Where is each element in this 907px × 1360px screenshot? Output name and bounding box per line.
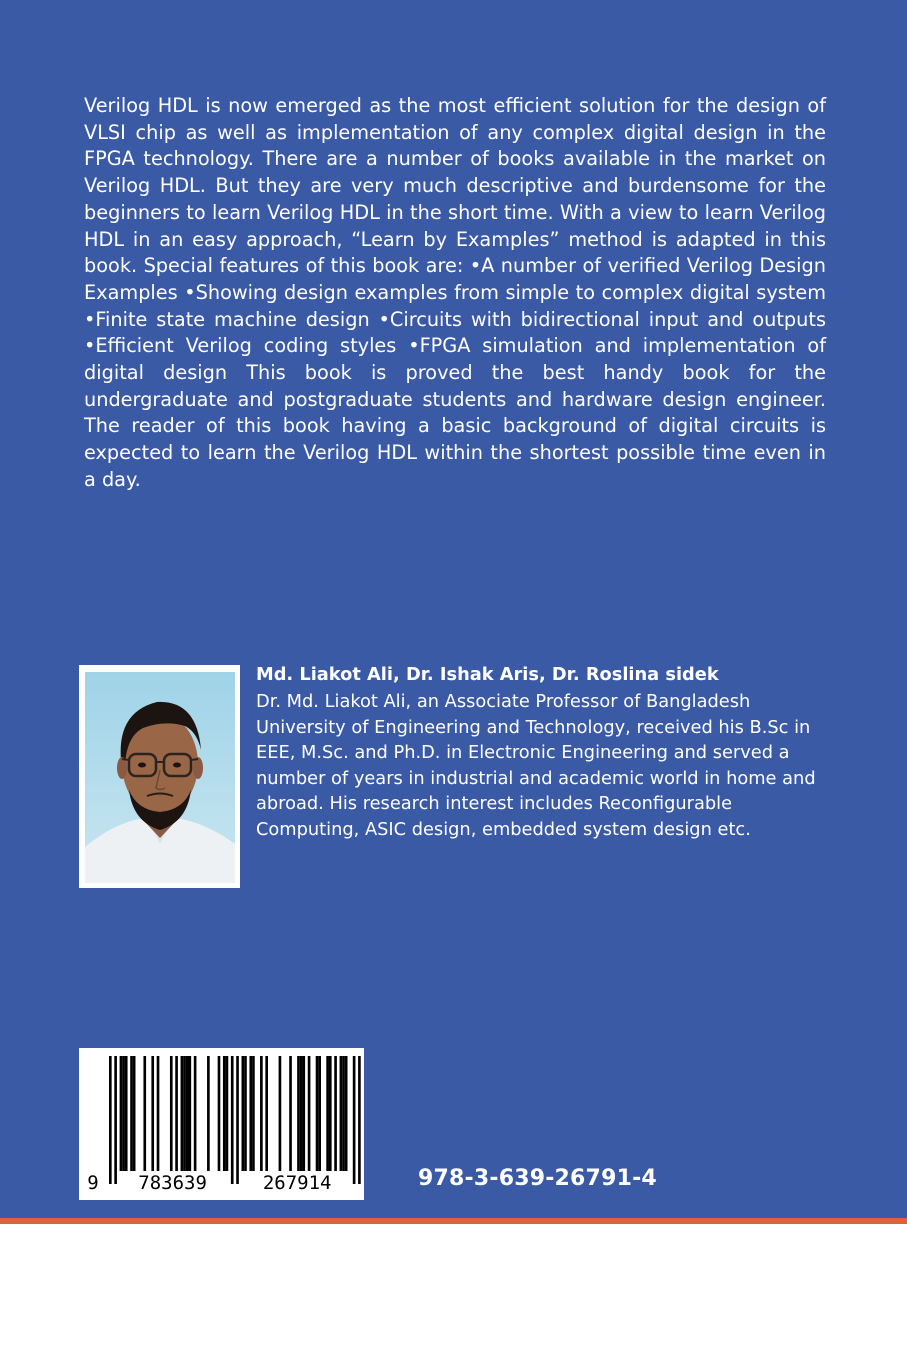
barcode-bar	[345, 1056, 348, 1171]
author-photo	[79, 665, 240, 888]
barcode-bar	[300, 1056, 303, 1171]
barcode-bar	[265, 1056, 268, 1171]
barcode-bar	[318, 1056, 321, 1171]
barcode-digits-left: 783639	[138, 1172, 207, 1194]
barcode-bar	[133, 1056, 136, 1171]
barcode-bar	[242, 1056, 245, 1171]
barcode-bar	[342, 1056, 345, 1171]
barcode-bar	[183, 1056, 186, 1171]
barcode-bar	[358, 1056, 361, 1184]
barcode-bar	[289, 1056, 292, 1171]
barcode-bar	[252, 1056, 255, 1171]
barcode-bar	[157, 1056, 160, 1171]
barcode-bar	[329, 1056, 332, 1171]
book-description: Verilog HDL is now emerged as the most efficient solution for the design of VLSI chip as well as implementation of any complex digital design in the FPGA technology. There are a number of books available in the market on Verilog HDL. But they are very much descriptive and burdensome for the beginners to learn Verilog HDL in the short time. With a view to learn Verilog HDL in an easy approach, “Learn by Examples” method is adapted in this book. Special features of this book are: •A number of verified Verilog Design Examples •Showing design examples from simple to complex digital system •Finite state machine design •Circuits with bidirectional input and outputs •Efficient Verilog coding styles •FPGA simulation and implementation of digital design This book is proved the best handy book for the undergraduate and postgraduate students and hardware design engineer. The reader of this book having a basic background of digital circuits is expected to learn the Verilog HDL within the shortest possible time even in a day.	[84, 94, 826, 491]
author-names: Md. Liakot Ali, Dr. Ishak Aris, Dr. Roslina sidek	[256, 664, 719, 685]
barcode-bar	[194, 1056, 197, 1171]
barcode-bar	[226, 1056, 229, 1171]
barcode-bar	[189, 1056, 192, 1171]
barcode-bar	[340, 1056, 343, 1171]
barcode-bar	[175, 1056, 178, 1171]
barcode-bar	[302, 1056, 305, 1171]
barcode-bar	[218, 1056, 221, 1171]
barcode-bar	[297, 1056, 300, 1171]
barcode-bars	[79, 1048, 364, 1200]
barcode-digits-right: 267914	[262, 1172, 332, 1194]
barcode-digit-lead: 9	[87, 1172, 99, 1194]
barcode	[79, 1048, 364, 1200]
barcode-bar	[236, 1056, 239, 1184]
barcode-bar	[231, 1056, 234, 1184]
orange-divider-line	[0, 1218, 907, 1224]
barcode-bar	[308, 1056, 311, 1171]
barcode-bar	[186, 1056, 189, 1171]
barcode-bar	[334, 1056, 337, 1171]
barcode-bar	[114, 1056, 117, 1184]
barcode-bar	[130, 1056, 133, 1171]
author-bio: Dr. Md. Liakot Ali, an Associate Professor of Bangladesh University of Engineering and Technology, received his B.Sc in EEE, M.Sc. and Ph.D. in Electronic Engineering and served a number of years in industrial and academic world in home and abroad. His research interest includes Reconfigurable Computing, ASIC design, embedded system design etc.	[256, 691, 816, 840]
barcode-bar	[143, 1056, 146, 1171]
barcode-bar	[326, 1056, 329, 1171]
barcode-bar	[151, 1056, 154, 1171]
barcode-bar	[120, 1056, 123, 1171]
barcode-bar	[244, 1056, 247, 1171]
barcode-bar	[223, 1056, 226, 1171]
barcode-bar	[170, 1056, 173, 1171]
barcode-bar	[279, 1056, 282, 1171]
barcode-bar	[122, 1056, 125, 1171]
barcode-bar	[316, 1056, 319, 1171]
barcode-bar	[181, 1056, 184, 1171]
barcode-bar	[125, 1056, 128, 1171]
author-section	[256, 662, 836, 843]
barcode-bar	[109, 1056, 112, 1184]
barcode-bar	[207, 1056, 210, 1171]
barcode-bar	[353, 1056, 356, 1184]
isbn-number: 978-3-639-26791-4	[418, 1166, 657, 1191]
barcode-bar	[260, 1056, 263, 1171]
barcode-bar	[249, 1056, 252, 1171]
author-portrait-icon	[85, 672, 235, 883]
